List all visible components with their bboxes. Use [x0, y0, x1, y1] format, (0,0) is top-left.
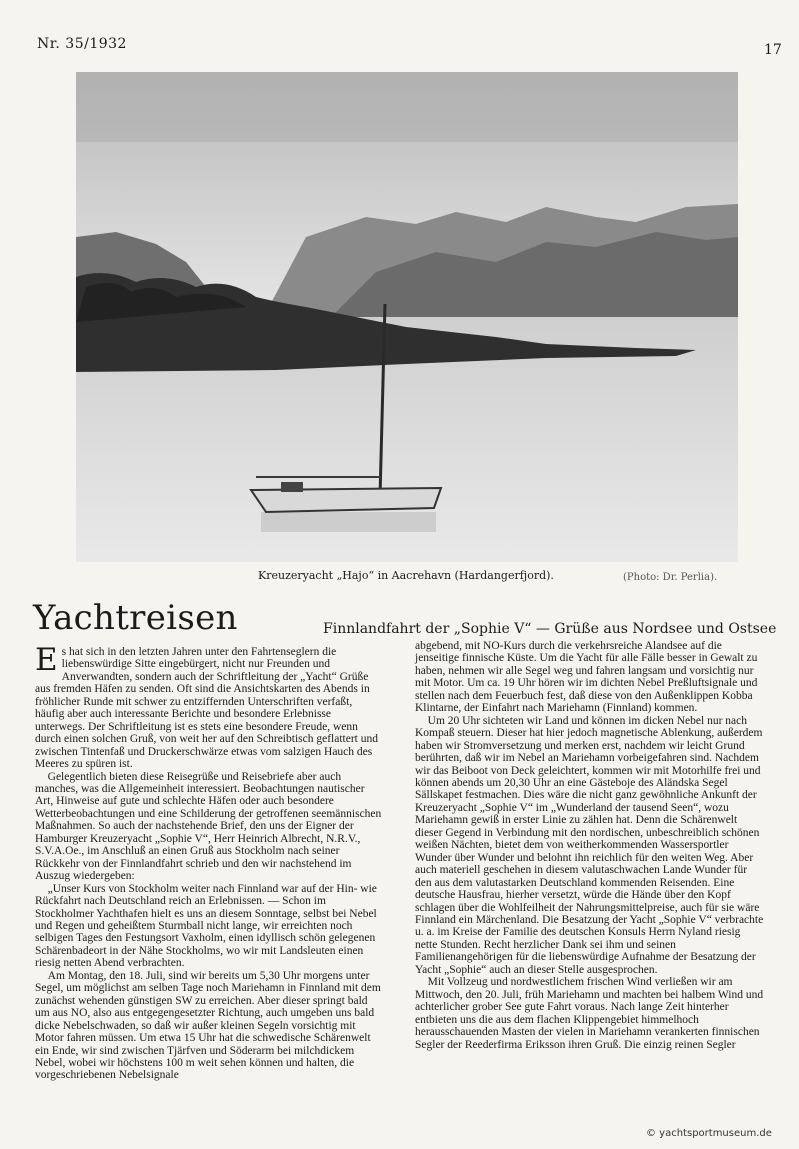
paragraph — [35, 642, 382, 771]
paragraph: „Unser Kurs von Stockholm weiter nach Finnland war auf der Hin- wie Rückfahrt nach Deutschland reich an Erlebnissen. — Schon im Stockholmer Yachthafen hielt es uns an diesem Sonntage, selbst bei Nebel und Regen und geheißtem Sturmball nicht lange, wir erreichten noch selbigen Tages den Festungsort Vaxholm, einen idyllisch schön gelegenen Schärenbadeort in der Nähe Stockholms, wo wir mit Landsleuten einen riesig netten Abend verbrachten. — [35, 882, 377, 970]
paragraph: Am Montag, den 18. Juli, sind wir bereits um 5,30 Uhr morgens unter Segel, um möglichst am selben Tage noch Mariehamn in Finnland mit dem zunächst wehenden günstigen SW zu erreichen. Aber dieser springt bald um aus NO, also aus entgegengesetzter Richtung, auch umgeben uns bald dicke Nebelschwaden, so daß wir außer kleinen Segeln vorsichtig mit Motor fahren müssen. Um etwa 15 Uhr hat die schwedische Schärenwelt ein Ende, wir sind zwischen Tjärfven und Söderarm bei milchdickem Nebel, wobei wir höchstens 100 m weit sehen können und halten, die vorgeschriebenen Nebelsignale — [35, 969, 381, 1082]
page-number: 17 — [764, 42, 782, 58]
paragraph: abgebend, mit NO-Kurs durch die verkehrsreiche Alandsee auf die jenseitige finnische Küste. Um die Yacht für alle Fälle besser in Gewalt zu haben, nehmen wir alle Segel weg und fahren langsam und vorsichtig nur mit Motor. Um ca. 19 Uhr hören wir im dichten Nebel Preßluftsignale und stellen nach dem Feuerbuch fest, daß diese von den Außenklippen Kobba Klintarne, der Einfahrt nach Mariehamn (Finnland) kommen. — [415, 640, 758, 715]
yacht-photo — [76, 72, 738, 562]
copyright-watermark: © yachtsportmuseum.de — [646, 1128, 772, 1139]
photo-caption: Kreuzeryacht „Hajo“ in Aacrehavn (Hardangerfjord). — [258, 569, 554, 582]
paragraph: Mit Vollzeug und nordwestlichem frischen Wind verließen wir am Mittwoch, den 20. Juli, früh Mariehamn und machten bei halbem Wind und achterlicher grober See gute Fahrt voraus. Nach lange Zeit hinterher entbieten uns die aus dem flachen Klippengebiet himmelhoch herausschauenden Masten der vielen in Mariehamn verankerten finnischen Segler der Reederfirma Eriksson ihren Gruß. Die einzig reinen Segler — [415, 976, 764, 1051]
paragraph: Gelegentlich bieten diese Reisegrüße und Reisebriefe aber auch manches, was die Allgemeinheit interessiert. Beobachtungen nautischer Art, Hinweise auf gute und schlechte Häfen oder auch besondere Wetterbeobachtungen und eine Schilderung der getroffenen seemännischen Maßnahmen. So auch der nachstehende Brief, den uns der Eigner der Hamburger Kreuzeryacht „Sophie V“, Herr Heinrich Albrecht, N.R.V., S.V.A.Oe., im Anschluß an einen Gruß aus Stockholm nach seiner Rückkehr von der Finnlandfahrt schrieb und den wir nachstehend im Auszug wiedergeben: — [35, 770, 382, 883]
fjord-photo-illustration — [76, 72, 738, 562]
article-title: Yachtreisen — [33, 598, 238, 638]
paragraph: Um 20 Uhr sichteten wir Land und können im dicken Nebel nur nach Kompaß steuern. Dieser hat hier jedoch magnetische Ablenkung, außerdem haben wir Stromversetzung und merken erst, nachdem wir leicht Grund berührten, daß wir im Nebel an Mariehamn vorbeigefahren sind. Nachdem wir das Beiboot von Deck geleichtert, kommen wir mit Motorhilfe frei und können abends um 20,30 Uhr an eine Gästeboje des Aländska Segel Sällskapet festmachen. Dies wäre die nicht ganz gewöhnliche Ankunft der Kreuzeryacht „Sophie V“ im „Wunderland der tausend Seen“, wozu Mariehamn gewiß in erster Linie zu zählen hat. Denn die Schärenwelt dieser Gegend in Verbindung mit den nordischen, unbeschreiblich schönen weißen Nächten, bietet dem von weitherkommenden Wassersportler Wunder über Wunder und belohnt ihn reichlich für den weiten Weg. Aber auch materiell geschehen in diesem valutaschwachen Lande Wunder für den aus dem valutastarken Deutschland kommenden Reisenden. Eine deutsche Hausfrau, hierher versetzt, würde die Hände über den Kopf schlagen über die Wohlfeilheit der Nahrungsmittelpreise, auch für sie wäre Finnland ein Märchenland. Die Besatzung der Yacht „Sophie V“ verbrachte u. a. im Kreise der Familie des deutschen Konsuls Herrn Nyland riesig nette Stunden. Recht herzlicher Dank sei ihm und seinen Familienangehörigen für die liebenswürdige Aufnahme der Besatzung der Yacht „Sophie“ auch an dieser Stelle ausgesprochen. — [415, 714, 764, 976]
issue-number: Nr. 35/1932 — [37, 36, 127, 52]
article-subtitle: Finnlandfahrt der „Sophie V“ — Grüße aus Nordsee und Ostsee — [323, 621, 777, 637]
photo-credit: (Photo: Dr. Perlia). — [623, 572, 718, 583]
article-column-right — [415, 640, 765, 1051]
drop-cap: E — [35, 642, 58, 678]
paragraph-text: s hat sich in den letzten Jahren unter den Fahrtenseglern die liebenswürdige Sitte eingebürgert, nicht nur Freunden und Anverwandten, sondern auch der Schriftleitung der „Yacht“ Grüße aus fremden Häfen zu senden. Oft sind die Ansichtskarten des Abends in fröhlicher Runde mit schwer zu entziffernden Unterschriften verfaßt, häufig aber auch interessante Berichte und besondere Erlebnisse unterwegs. Der Schriftleitung ist es stets eine besondere Freude, wenn durch einen solchen Gruß, von weit her auf den Schreibtisch geflattert und zwischen Tintenfaß und Druckerschwärze etwas vom salzigen Hauch des Meeres zu spüren ist. — [35, 646, 378, 771]
article-column-left — [35, 642, 382, 1082]
